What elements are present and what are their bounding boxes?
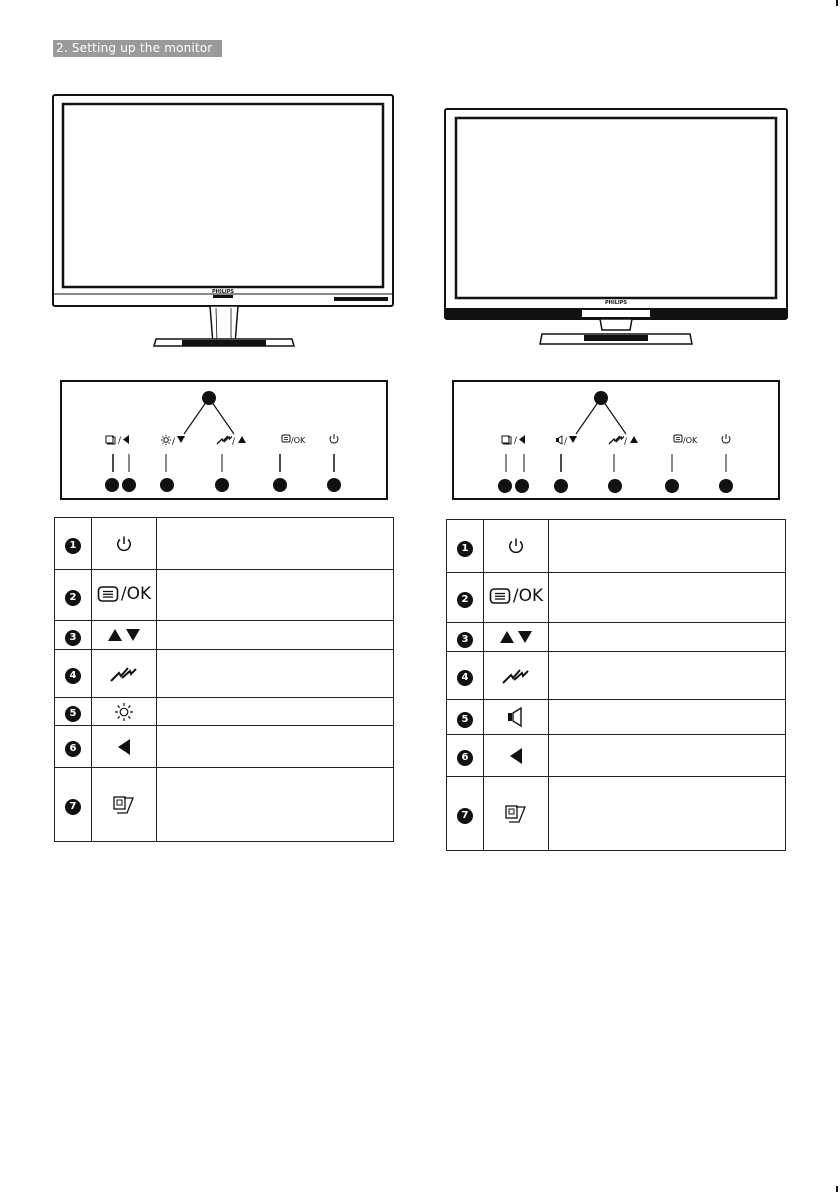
smartresponse-icon [92,650,157,698]
svg-text:/: / [514,436,518,446]
down-arrow-icon [177,436,185,443]
down-arrow-icon [569,436,577,443]
callout-badge [515,479,529,493]
legend-table-right [446,519,786,851]
left-arrow-icon [92,726,157,768]
menu-icon [282,435,290,442]
number-badge: 1 [457,541,473,557]
center-callout [184,391,234,434]
center-callout [576,391,626,434]
legend-row [447,735,786,777]
legend-desc [157,621,394,650]
number-badge: 6 [457,750,473,766]
number-badge: 3 [457,632,473,648]
callout-badge [160,478,174,492]
speaker-icon [484,700,549,735]
up-down-arrows-icon [484,623,549,652]
ok-label: /OK [683,436,698,445]
power-icon [330,434,338,443]
power-icon [722,434,730,443]
left-arrow-icon [123,435,129,444]
legend-row [55,726,394,768]
callout-badge [498,479,512,493]
brightness-icon [161,435,171,445]
menu-ok-icon [484,573,549,623]
legend-row [55,621,394,650]
legend-row [447,573,786,623]
legend-desc [549,520,786,573]
smartimage-icon [92,768,157,842]
svg-text:/: / [172,437,176,447]
callout-badge [215,478,229,492]
monitor-illustration-right [444,108,788,348]
legend-row [55,570,394,621]
smartimage-icon [484,777,549,851]
up-arrow-icon [630,436,638,443]
number-badge: 3 [65,630,81,646]
legend-desc [157,650,394,698]
menu-ok-icon [92,570,157,621]
smartimage-icon [106,436,115,444]
legend-row [55,650,394,698]
legend-desc [549,777,786,851]
legend-desc [549,700,786,735]
legend-row [447,777,786,851]
power-icon [92,518,157,570]
number-badge: 4 [65,668,81,684]
svg-text:/: / [118,436,122,446]
legend-desc [157,726,394,768]
svg-text:/: / [624,437,628,447]
button-panel-left [60,380,388,500]
up-down-arrows-icon [92,621,157,650]
legend-desc [549,573,786,623]
smartresponse-icon [609,436,624,444]
callout-badge [719,479,733,493]
legend-table-left [54,517,394,842]
callout-badge [554,479,568,493]
svg-text:/: / [564,437,568,447]
left-arrow-icon [519,435,525,444]
monitor-illustration-left [52,94,394,356]
legend-row [55,698,394,726]
left-arrow-icon [484,735,549,777]
number-badge: 7 [65,799,81,815]
legend-desc [549,623,786,652]
number-badge: 1 [65,538,81,554]
callout-badge [327,478,341,492]
ok-label: /OK [512,586,544,606]
legend-row [447,652,786,700]
legend-row [447,520,786,573]
legend-row [55,768,394,842]
number-badge: 5 [65,706,81,722]
number-badge: 2 [457,592,473,608]
ok-label: /OK [120,583,152,604]
section-title: 2. Setting up the monitor [53,40,222,57]
callout-badge [273,478,287,492]
legend-desc [157,768,394,842]
button-panel-diagram [62,382,386,498]
legend-desc [549,735,786,777]
smartresponse-icon [484,652,549,700]
page-edge-mark [836,1186,838,1192]
button-panel-diagram [454,382,778,498]
power-icon [484,520,549,573]
ok-label: /OK [291,436,306,445]
smartimage-icon [502,436,511,444]
menu-icon [674,435,682,442]
speaker-icon [556,436,562,444]
callout-badge [122,478,136,492]
number-badge: 4 [457,670,473,686]
callout-badge [665,479,679,493]
callout-badge [608,479,622,493]
smartresponse-icon [217,436,232,444]
number-badge: 6 [65,741,81,757]
legend-row [55,518,394,570]
number-badge: 7 [457,808,473,824]
number-badge: 5 [457,712,473,728]
button-panel-right [452,380,780,500]
svg-text:/: / [232,437,236,447]
number-badge: 2 [65,590,81,606]
up-arrow-icon [238,436,246,443]
legend-desc [549,652,786,700]
legend-desc [157,698,394,726]
brand-logo: PHILIPS [211,289,235,295]
legend-row [447,700,786,735]
legend-desc [157,570,394,621]
brightness-icon [92,698,157,726]
legend-desc [157,518,394,570]
callout-badge [105,478,119,492]
legend-row [447,623,786,652]
page-edge-mark [836,0,838,6]
brand-logo: PHILIPS [604,300,628,306]
